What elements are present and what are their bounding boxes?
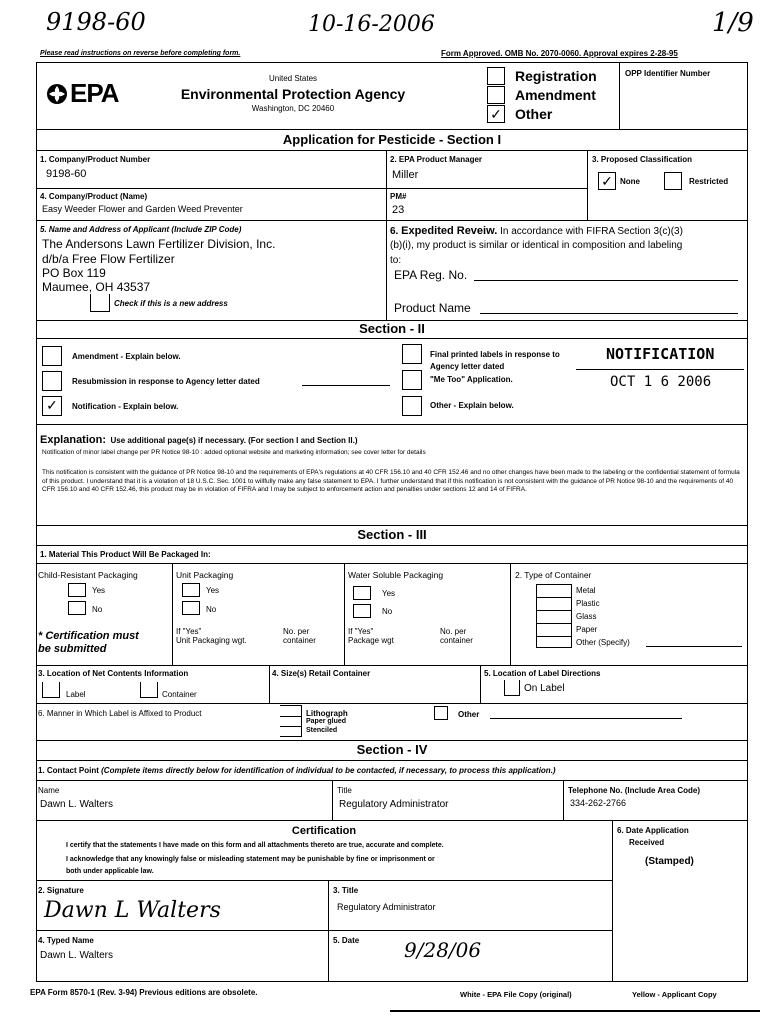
s1-top-line xyxy=(36,150,748,151)
explanation-long: This notification is consistent with the guidance of PR Notice 98-10 and the requirements of EPA's regulations at 40 CFR 156.10 and 40 CFR 152.46 and no other changes have been made to the labeling or the confidential statement of formula of this product. I understand that it is a violation of 18 U.S.C. Sec. 1001 to willfully make any false statement to EPA. I further understand that if this notification is not consistent with the guidance of PR Notice 98-10 and the requirements of 40 CFR 156.10 and 40 CFR 152.46, this product may be in violation of FIFRA and I may be subject to enforcement action and penalties under sections 12 and 14 of FIFRA. xyxy=(42,469,740,493)
date-handwriting: 9/28/06 xyxy=(404,938,482,962)
s2-final-printed-label-1: Final printed labels in response to xyxy=(430,350,560,359)
new-address-box[interactable] xyxy=(90,294,110,312)
contact-title-label: Title xyxy=(337,786,352,795)
cr-yes-box[interactable] xyxy=(68,583,86,597)
pm-num-value: 23 xyxy=(392,204,405,216)
product-name-label: 4. Company/Product (Name) xyxy=(40,192,148,201)
new-address-label: Check if this is a new address xyxy=(114,299,228,308)
certification-line-2: I acknowledge that any knowingly false or misleading statement may be punishable by fine or imprisonment or xyxy=(66,856,435,863)
stamped-label: (Stamped) xyxy=(645,856,694,867)
ws-if-yes: If "Yes" xyxy=(348,627,374,636)
agency-address: Washington, DC 20460 xyxy=(251,104,335,113)
sizes-label: 4. Size(s) Retail Container xyxy=(272,669,371,678)
child-resistant-label: Child-Resistant Packaging xyxy=(38,570,138,580)
certification-title: Certification xyxy=(291,825,357,837)
section-2-title: Section - II xyxy=(359,321,425,336)
epa-logo xyxy=(46,78,119,109)
s3-v2 xyxy=(344,563,345,665)
applicant-line-2: d/b/a Free Flow Fertilizer xyxy=(42,252,175,266)
contact-line xyxy=(38,766,556,775)
date-app-label-1: 6. Date Application xyxy=(617,826,689,835)
container-paper: Paper xyxy=(576,625,598,634)
pm-num-label: PM# xyxy=(390,192,407,201)
s3-v3 xyxy=(510,563,511,665)
s2-final-printed-checkbox[interactable] xyxy=(402,344,422,364)
s2-other-checkbox[interactable] xyxy=(402,396,422,416)
manner-other-label: Other xyxy=(458,710,480,719)
s2-amendment-checkbox[interactable] xyxy=(42,346,62,366)
container-plastic: Plastic xyxy=(576,599,600,608)
s4-h1 xyxy=(36,780,748,781)
manner-label: 6. Manner in Which Label is Affixed to Product xyxy=(38,709,202,718)
s4-h4 xyxy=(36,930,612,931)
opp-divider xyxy=(619,62,620,129)
notification-stamp-title: NOTIFICATION xyxy=(606,345,715,363)
manner-other-checkbox[interactable] xyxy=(434,706,448,720)
section-1-title: Application for Pesticide - Section I xyxy=(282,132,502,147)
applicant-label: 5. Name and Address of Applicant (Include ZIP Code) xyxy=(40,225,242,234)
s3-v5 xyxy=(480,665,481,703)
s4-v1 xyxy=(332,780,333,820)
other-label: Other xyxy=(515,106,553,122)
s2-resubmission-checkbox[interactable] xyxy=(42,371,62,391)
cr-no-label: No xyxy=(92,605,103,614)
ws-no-per: No. per xyxy=(440,627,467,636)
instructions-note: Please read instructions on reverse before completing form. xyxy=(40,50,241,57)
manner-other-field[interactable] xyxy=(490,718,682,719)
container-metal: Metal xyxy=(576,586,596,595)
contact-name-label: Name xyxy=(38,786,60,795)
agency-line1: United States xyxy=(268,74,318,83)
label-box[interactable] xyxy=(42,682,60,698)
up-yes-label: Yes xyxy=(206,586,220,595)
registration-label: Registration xyxy=(515,68,597,84)
s3-v1 xyxy=(172,563,173,665)
omb-approval: Form Approved. OMB No. 2070-0060. Approval expires 2-28-95 xyxy=(441,49,678,58)
handwritten-page-fraction: 1/9 xyxy=(712,8,754,38)
ws-no-label: No xyxy=(382,607,393,616)
phone-value: 334-262-2766 xyxy=(570,798,627,808)
contact-name-value: Dawn L. Walters xyxy=(40,799,113,810)
epa-flower-icon xyxy=(46,83,68,105)
container-box[interactable] xyxy=(140,682,158,698)
cr-no-box[interactable] xyxy=(68,601,86,615)
s2-top-line xyxy=(36,338,748,339)
certification-line-1: I certify that the statements I have made on this form and all attachments thereto are true, accurate and complete. xyxy=(66,842,444,849)
opp-label: OPP Identifier Number xyxy=(625,69,711,78)
cert-note-2: be submitted xyxy=(38,643,107,655)
s2-resubmission-field[interactable] xyxy=(302,385,390,386)
footer-white-copy: White - EPA File Copy (original) xyxy=(460,990,572,999)
explanation-hint: Use additional page(s) if necessary. (For section I and Section II.) xyxy=(110,436,358,445)
on-label-label: On Label xyxy=(524,683,565,694)
s2-other-label: Other - Explain below. xyxy=(430,401,514,410)
up-no-box[interactable] xyxy=(182,601,200,615)
on-label-box[interactable] xyxy=(504,680,520,696)
handwritten-date: 10-16-2006 xyxy=(308,12,435,37)
s1-h2 xyxy=(36,220,748,221)
expedited-num: 6. xyxy=(390,226,399,237)
s1-v3 xyxy=(386,220,387,320)
expedited-line-1 xyxy=(390,225,683,237)
up-yes-box[interactable] xyxy=(182,583,200,597)
explanation-label: Explanation: xyxy=(40,434,107,446)
notification-stamp-date: OCT 1 6 2006 xyxy=(610,374,712,390)
litho-box[interactable] xyxy=(280,705,302,737)
up-no-label: No xyxy=(206,605,217,614)
net-container-label: Container xyxy=(162,690,197,699)
section-3-title: Section - III xyxy=(357,527,427,542)
container-glass: Glass xyxy=(576,612,597,621)
s3-v4 xyxy=(269,665,270,703)
s2-resubmission-label: Resubmission in response to Agency letter dated xyxy=(72,377,260,386)
contact-title-value: Regulatory Administrator xyxy=(339,799,449,810)
s4-h2 xyxy=(36,820,748,821)
net-label-label: Label xyxy=(66,690,86,699)
s4-v4 xyxy=(328,880,329,982)
footer-form-number: EPA Form 8570-1 (Rev. 3-94) Previous editions are obsolete. xyxy=(30,988,258,997)
unit-packaging-label: Unit Packaging xyxy=(176,570,234,580)
material-label: 1. Material This Product Will Be Packaged In: xyxy=(40,550,211,559)
s2-notification-label: Notification - Explain below. xyxy=(72,402,179,411)
explanation-line xyxy=(40,430,358,448)
typed-name-value: Dawn L. Walters xyxy=(40,950,113,961)
applicant-line-4: Maumee, OH 43537 xyxy=(42,280,151,294)
expedited-text-3: to: xyxy=(390,255,402,266)
container-other: Other (Specify) xyxy=(576,638,630,647)
ws-yes-box[interactable] xyxy=(353,586,371,600)
date-label: 5. Date xyxy=(333,936,360,945)
section-4-title: Section - IV xyxy=(356,742,428,757)
company-number-label: 1. Company/Product Number xyxy=(40,155,151,164)
certification-line-3: both under applicable law. xyxy=(66,868,154,875)
litho-line-3: Stenciled xyxy=(306,727,338,734)
type-container-label: 2. Type of Container xyxy=(515,570,592,580)
expedited-text-1: In accordance with FIFRA Section 3(c)(3) xyxy=(500,226,683,237)
ws-package-wgt: Package wgt xyxy=(348,636,394,645)
expedited-title: Expedited Reveiw. xyxy=(401,225,498,237)
up-unit-wgt: Unit Packaging wgt. xyxy=(176,636,247,645)
water-soluble-label: Water Soluble Packaging xyxy=(348,570,444,580)
company-number-value: 9198-60 xyxy=(46,168,87,180)
agency-name: Environmental Protection Agency xyxy=(180,86,406,102)
s2-mid-line xyxy=(36,424,748,425)
classification-restricted-checkbox[interactable] xyxy=(664,172,682,190)
registration-checkbox[interactable] xyxy=(487,67,505,85)
s4-v3 xyxy=(612,820,613,982)
handwritten-product-number: 9198-60 xyxy=(46,8,146,36)
up-no-per: No. per xyxy=(283,627,310,636)
s3-h1 xyxy=(36,563,748,564)
classification-label: 3. Proposed Classification xyxy=(592,155,693,164)
up-if-yes: If "Yes" xyxy=(176,627,202,636)
expedited-text-2: (b)(i), my product is similar or identical in composition and labeling xyxy=(390,240,683,251)
cert-note-1: * Certification must xyxy=(38,630,139,642)
contact-hint: (Complete items directly below for identification of individual to be contacted, if necessary, to process this application.) xyxy=(101,766,556,775)
s3-h2 xyxy=(36,665,748,666)
litho-line-1: Lithograph xyxy=(306,709,348,718)
applicant-line-1: The Andersons Lawn Fertilizer Division, Inc. xyxy=(42,237,276,251)
container-box-stack[interactable] xyxy=(536,584,572,648)
s2-amendment-label: Amendment - Explain below. xyxy=(72,352,181,361)
product-name-value: Easy Weeder Flower and Garden Weed Preventer xyxy=(42,204,243,214)
cr-yes-label: Yes xyxy=(92,586,106,595)
s4-h3 xyxy=(36,880,612,881)
litho-line-2: Paper glued xyxy=(306,718,347,725)
contact-label: 1. Contact Point xyxy=(38,766,99,775)
epa-reg-field[interactable] xyxy=(474,280,738,281)
ws-yes-label: Yes xyxy=(382,589,396,598)
signature-handwriting: Dawn L Walters xyxy=(44,898,221,923)
s4-top-line xyxy=(36,760,748,761)
product-name-field[interactable] xyxy=(480,313,738,314)
s3-top-line xyxy=(36,545,748,546)
title2-label: 3. Title xyxy=(333,886,359,895)
s3-bottom xyxy=(36,740,748,741)
header-divider xyxy=(36,129,748,130)
explanation-short: Notification of minor label change per PR Notice 98-10 : added optional website and marketing information; see cover letter for details xyxy=(42,449,426,456)
amendment-label: Amendment xyxy=(515,87,596,103)
logo-text: EPA xyxy=(70,78,119,108)
s4-v2 xyxy=(563,780,564,820)
s2-me-too-label: "Me Too" Application. xyxy=(430,375,513,384)
product-name-field-label: Product Name xyxy=(394,301,471,315)
s2-me-too-checkbox[interactable] xyxy=(402,370,422,390)
notification-stamp-line xyxy=(576,369,744,370)
ws-container: container xyxy=(440,636,473,645)
net-contents-label: 3. Location of Net Contents Information xyxy=(38,669,189,678)
footer-rule xyxy=(390,1010,760,1012)
s2-final-printed-label-2: Agency letter dated xyxy=(430,362,505,371)
title2-value: Regulatory Administrator xyxy=(337,902,436,912)
classification-restricted-label: Restricted xyxy=(689,177,729,186)
up-container: container xyxy=(283,636,316,645)
s1-v1 xyxy=(386,150,387,220)
epa-reg-label: EPA Reg. No. xyxy=(394,268,468,282)
pm-value: Miller xyxy=(392,169,419,181)
other-checkbox[interactable]: ✓ xyxy=(487,105,505,123)
s2-bottom xyxy=(36,525,748,526)
pm-label: 2. EPA Product Manager xyxy=(390,155,483,164)
container-other-field[interactable] xyxy=(646,646,742,647)
s1-v2 xyxy=(587,150,588,220)
date-app-label-2: Received xyxy=(629,838,665,847)
s3-h3 xyxy=(36,703,748,704)
typed-name-label: 4. Typed Name xyxy=(38,936,94,945)
classification-none-label: None xyxy=(620,177,640,186)
label-directions-label: 5. Location of Label Directions xyxy=(484,669,601,678)
applicant-line-3: PO Box 119 xyxy=(42,266,106,280)
amendment-checkbox[interactable] xyxy=(487,86,505,104)
phone-label: Telephone No. (Include Area Code) xyxy=(568,786,701,795)
signature-label: 2. Signature xyxy=(38,886,84,895)
s1-h1 xyxy=(36,188,587,189)
s2-notification-checkbox[interactable]: ✓ xyxy=(42,396,62,416)
ws-no-box[interactable] xyxy=(353,604,371,618)
footer-yellow-copy: Yellow - Applicant Copy xyxy=(632,990,717,999)
classification-none-checkbox[interactable]: ✓ xyxy=(598,172,616,190)
